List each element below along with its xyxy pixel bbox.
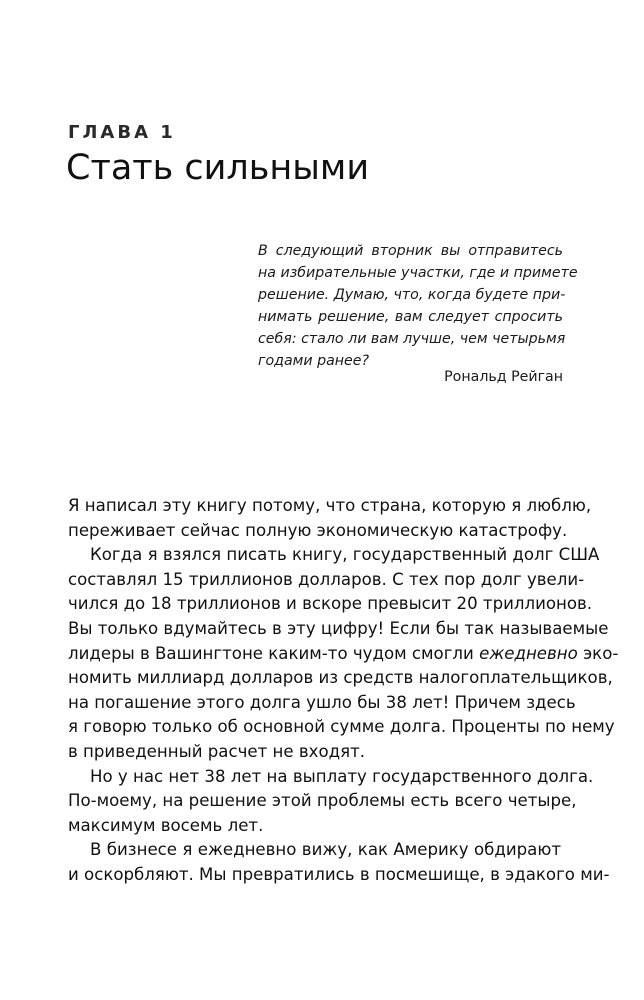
- epigraph-line: нимать решение, вам следует спросить: [258, 309, 563, 325]
- chapter-title: Стать сильными: [66, 148, 370, 188]
- epigraph-line: себя: стало ли вам лучше, чем четырьмя: [258, 331, 566, 347]
- paragraph-line: Но у нас нет 38 лет на выплату государственного долга.: [90, 766, 594, 786]
- paragraph-line: Я написал эту книгу потому, что страна, которую я люблю,: [68, 496, 592, 515]
- paragraph-line: [68, 642, 619, 667]
- paragraph-line: Когда я взялся писать книгу, государственный долг США: [90, 545, 600, 565]
- paragraph-line: В бизнесе я ежедневно вижу, как Америку обдирают: [90, 840, 561, 860]
- body-text: [68, 494, 619, 888]
- epigraph-line: решение. Думаю, что, когда будете при-: [258, 287, 566, 303]
- epigraph-line: В следующий вторник вы отправитесь: [258, 243, 563, 259]
- line-text: эко-: [583, 643, 619, 663]
- epigraph-line: на избирательные участки, где и примете: [258, 265, 578, 281]
- line-text: лидеры в Вашингтоне каким-то чудом смогли: [68, 643, 474, 663]
- paragraph-line: составлял 15 триллионов долларов. С тех пор долг увели-: [68, 569, 585, 589]
- paragraph-line: в приведенный расчет не входят.: [68, 741, 366, 761]
- paragraph-line: максимум восемь лет.: [68, 815, 264, 835]
- epigraph-author: Рональд Рейган: [444, 369, 563, 385]
- paragraph-line: чился до 18 триллионов и вскоре превысит 20 триллионов.: [68, 594, 593, 614]
- chapter-label: ГЛАВА 1: [68, 122, 176, 143]
- paragraph-line: Вы только вдумайтесь в эту цифру! Если бы так называемые: [68, 618, 609, 638]
- paragraph-line: на погашение этого долга ушло бы 38 лет! Причем здесь: [68, 692, 576, 712]
- emphasis-text: ежедневно: [479, 643, 578, 663]
- paragraph-line: и оскорбляют. Мы превратились в посмешище, в эдакого ми-: [68, 864, 610, 884]
- epigraph: [258, 240, 578, 372]
- epigraph-line: годами ранее?: [258, 353, 370, 369]
- paragraph-line: По-моему, на решение этой проблемы есть всего четыре,: [68, 791, 577, 811]
- paragraph-line: переживает сейчас полную экономическую катастрофу.: [68, 520, 568, 540]
- paragraph-line: номить миллиард долларов из средств налогоплательщиков,: [68, 668, 613, 688]
- paragraph-line: я говорю только об основной сумме долга. Проценты по нему: [68, 717, 615, 737]
